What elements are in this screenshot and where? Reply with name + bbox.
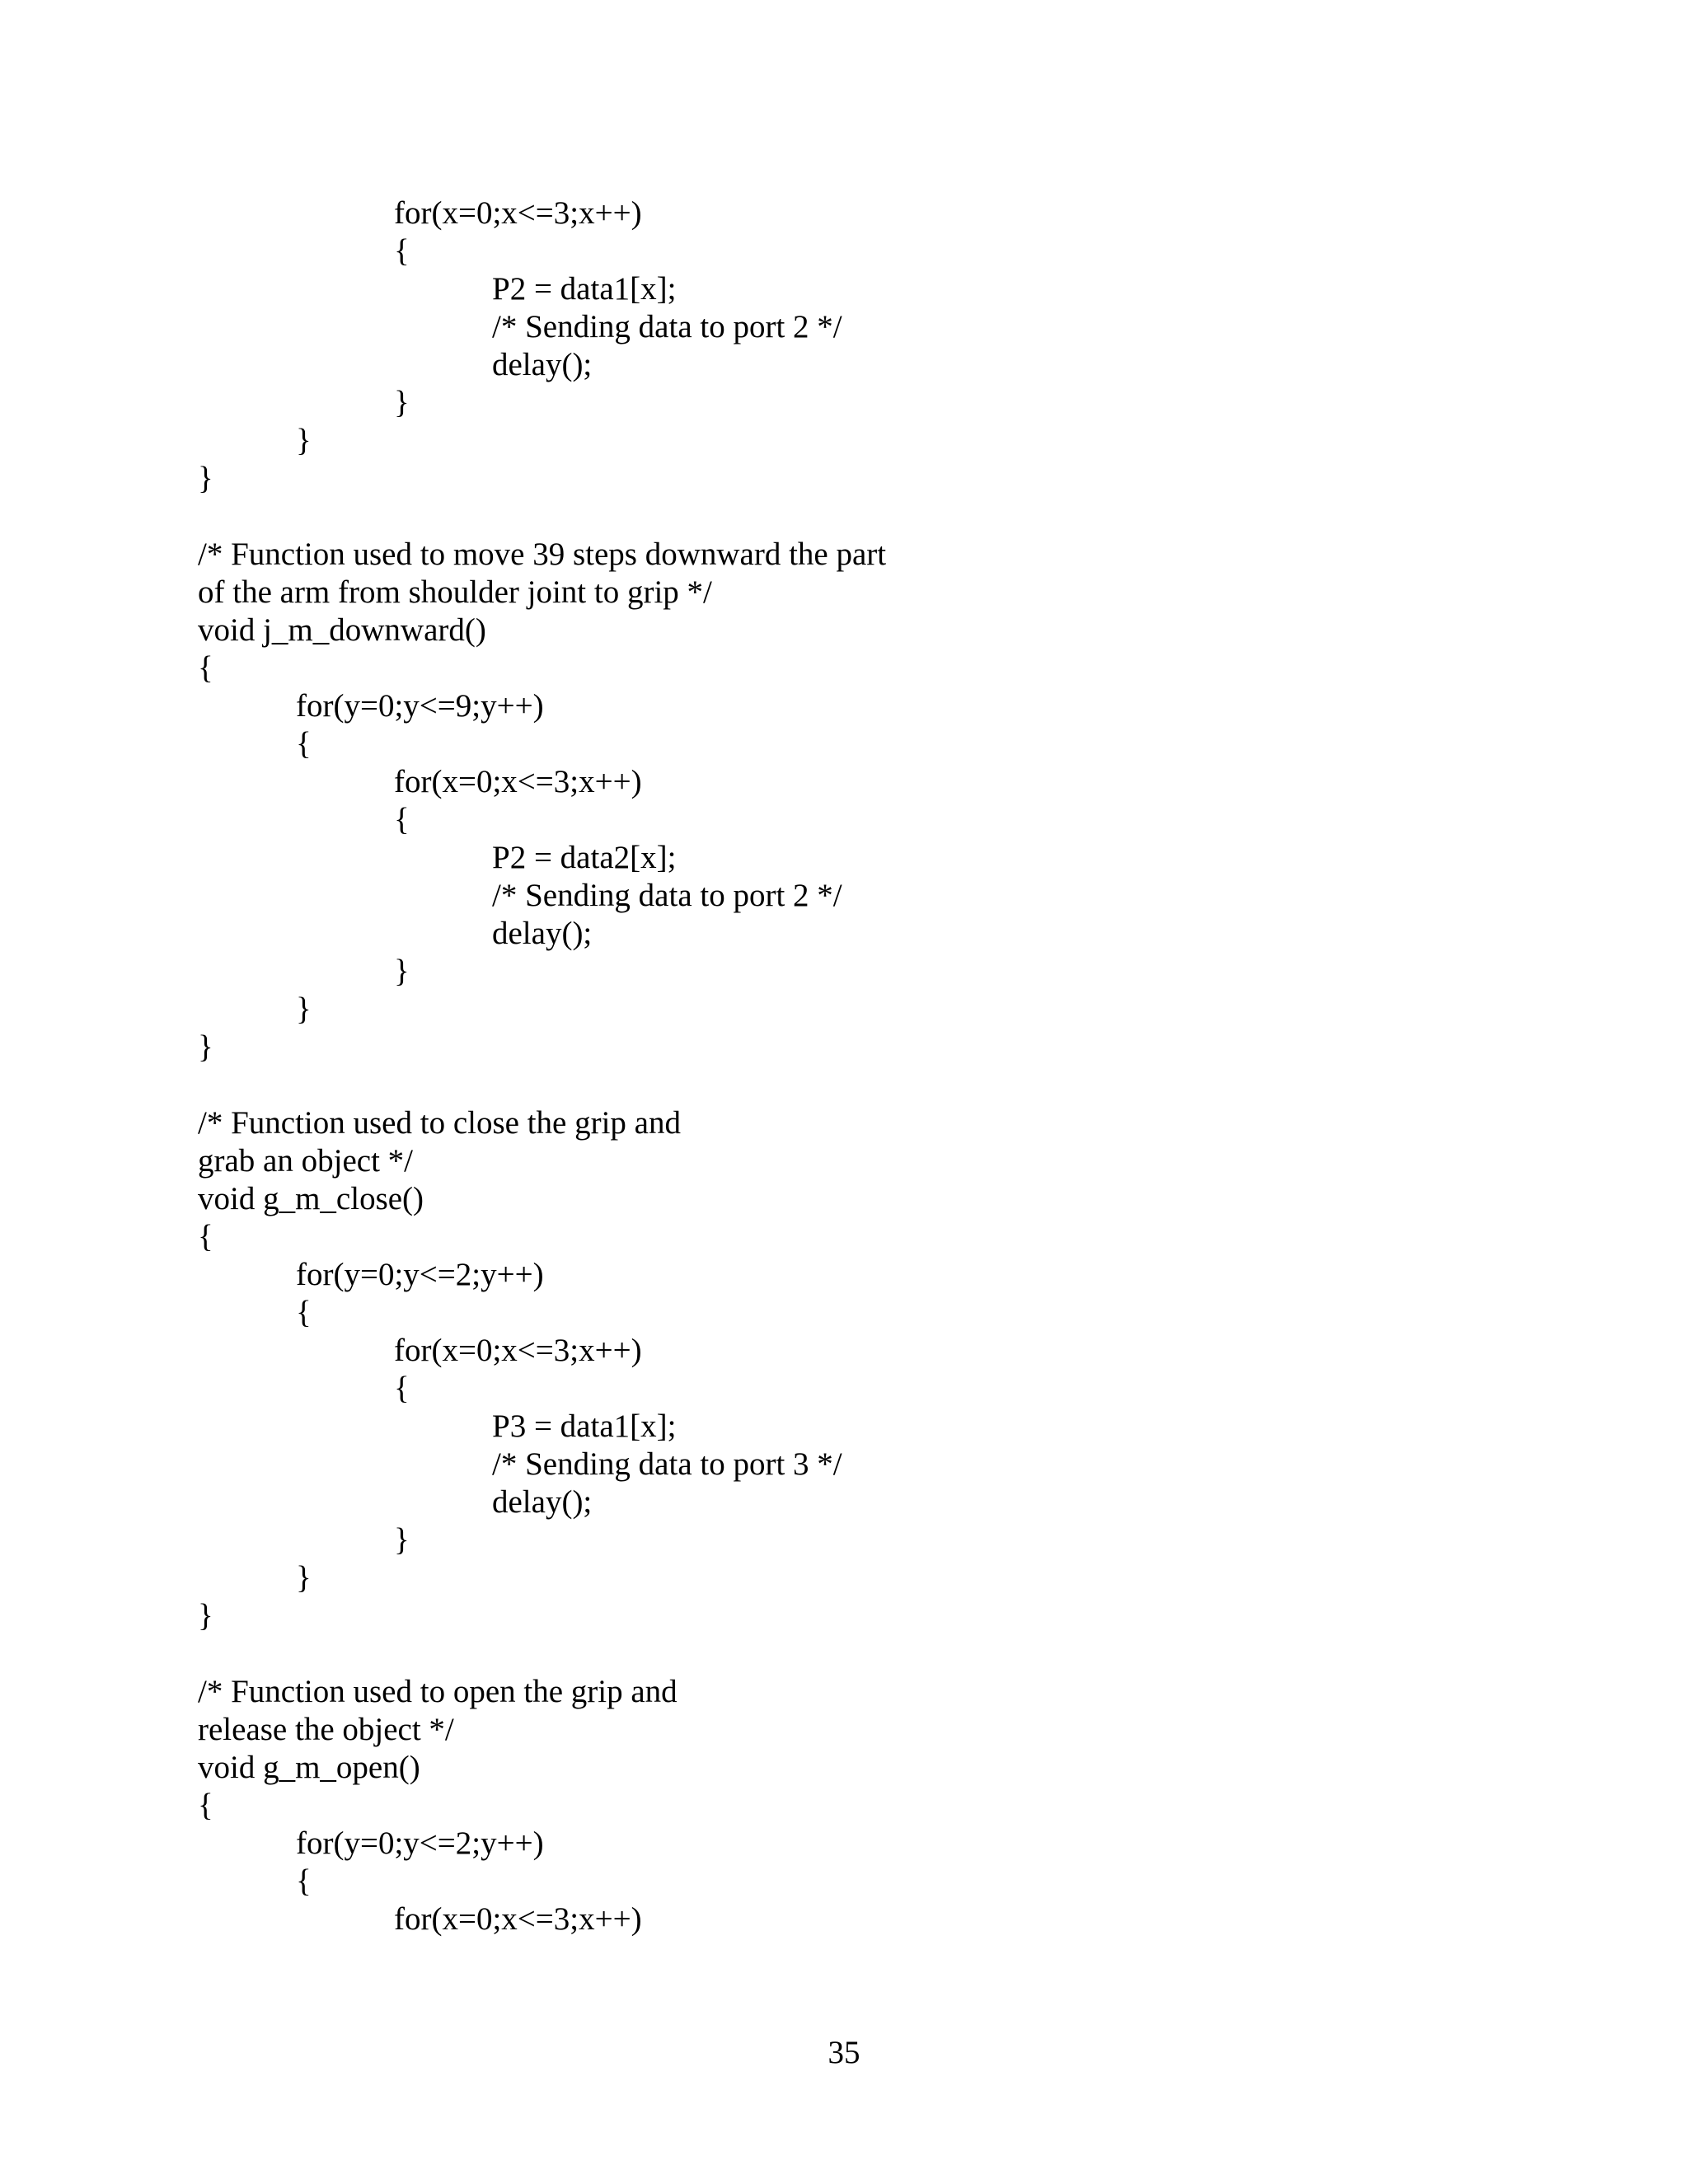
code-line: } bbox=[198, 1029, 213, 1065]
code-line: } bbox=[198, 1598, 213, 1633]
code-line: delay(); bbox=[492, 916, 593, 951]
code-line: { bbox=[198, 650, 213, 686]
code-line: { bbox=[394, 1371, 410, 1406]
code-line: } bbox=[394, 1522, 410, 1558]
code-line: } bbox=[296, 1560, 312, 1596]
code-line: for(x=0;x<=3;x++) bbox=[394, 1333, 642, 1368]
code-line: { bbox=[296, 1295, 312, 1330]
code-line: P2 = data2[x]; bbox=[492, 840, 677, 875]
code-listing bbox=[198, 194, 1434, 1938]
code-line: void j_m_downward() bbox=[198, 612, 486, 648]
code-line: { bbox=[296, 726, 312, 762]
code-line: for(y=0;y<=9;y++) bbox=[296, 688, 544, 724]
code-line: of the arm from shoulder joint to grip */ bbox=[198, 574, 712, 610]
code-line: P3 = data1[x]; bbox=[492, 1408, 677, 1444]
code-line: } bbox=[296, 991, 312, 1027]
code-line: P2 = data1[x]; bbox=[492, 271, 677, 307]
code-line: grab an object */ bbox=[198, 1143, 413, 1179]
code-line: /* Function used to open the grip and bbox=[198, 1674, 678, 1709]
code-line: /* Sending data to port 3 */ bbox=[492, 1446, 842, 1482]
code-line: delay(); bbox=[492, 1484, 593, 1520]
code-line: { bbox=[198, 1219, 213, 1254]
code-line: void g_m_open() bbox=[198, 1750, 420, 1785]
code-line: { bbox=[296, 1863, 312, 1899]
blank-line bbox=[198, 498, 1434, 536]
code-line: for(x=0;x<=3;x++) bbox=[394, 764, 642, 799]
code-line: /* Function used to close the grip and bbox=[198, 1105, 681, 1141]
code-line: { bbox=[198, 1788, 213, 1823]
page-number: 35 bbox=[828, 2035, 860, 2070]
code-line: } bbox=[394, 954, 410, 989]
code-line: { bbox=[394, 233, 410, 269]
code-line: release the object */ bbox=[198, 1712, 454, 1747]
code-line: /* Sending data to port 2 */ bbox=[492, 878, 842, 913]
code-line: delay(); bbox=[492, 347, 593, 382]
blank-line bbox=[198, 1066, 1434, 1104]
code-line: /* Function used to move 39 steps downward the part bbox=[198, 537, 887, 572]
code-line: for(x=0;x<=3;x++) bbox=[394, 1901, 642, 1937]
code-line: /* Sending data to port 2 */ bbox=[492, 309, 842, 344]
code-line: { bbox=[394, 802, 410, 837]
code-line: } bbox=[394, 385, 410, 420]
code-line: } bbox=[198, 461, 213, 496]
blank-line bbox=[198, 1635, 1434, 1673]
code-line: for(x=0;x<=3;x++) bbox=[394, 195, 642, 231]
code-line: } bbox=[296, 423, 312, 458]
code-line: for(y=0;y<=2;y++) bbox=[296, 1825, 544, 1861]
code-line: for(y=0;y<=2;y++) bbox=[296, 1257, 544, 1292]
code-line: void g_m_close() bbox=[198, 1181, 424, 1216]
